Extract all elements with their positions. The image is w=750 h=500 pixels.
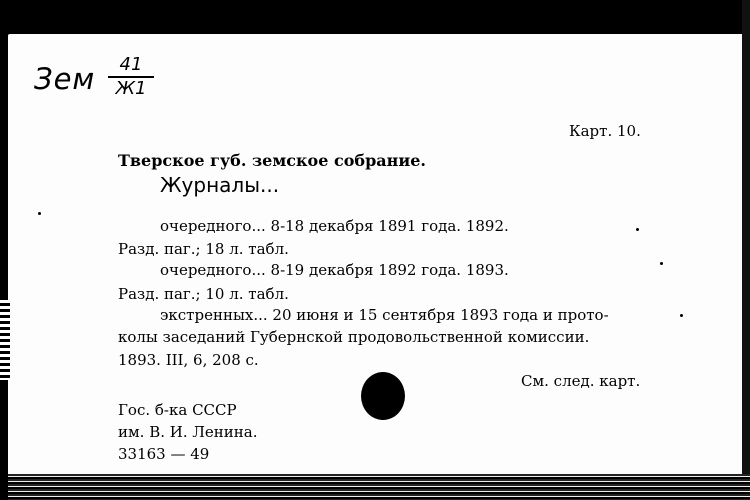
extra-line-2: колы заседаний Губернской продовольственной комиссии.	[118, 328, 590, 346]
library-name: Гос. б-ка СССР	[118, 401, 237, 419]
scan-bottom-band	[8, 474, 750, 500]
see-next-card: См. след. карт.	[521, 372, 641, 390]
entry-1-line-2: Разд. паг.; 18 л. табл.	[118, 240, 289, 258]
extra-line-3: 1893. III, 6, 208 с.	[118, 351, 259, 369]
handwritten-fraction	[108, 54, 154, 100]
punch-hole	[361, 372, 405, 420]
card-number: Карт. 10.	[569, 122, 641, 140]
ink-speck	[660, 262, 663, 265]
scan-left-strip	[0, 300, 10, 380]
entry-1-line-1: очередного... 8-18 декабря 1891 года. 1892.	[160, 217, 509, 235]
ink-speck	[636, 228, 639, 231]
handwritten-denominator: Ж1	[115, 78, 147, 99]
ink-speck	[38, 212, 41, 215]
scan-right-edge	[742, 0, 750, 500]
institution-heading: Тверское губ. земское собрание.	[118, 151, 426, 170]
library-name-2: им. В. И. Ленина.	[118, 423, 258, 441]
handwritten-numerator: 41	[108, 54, 154, 78]
catalog-id: 33163 — 49	[118, 445, 210, 463]
handwritten-prefix: Зем	[34, 62, 96, 96]
entry-2-line-2: Разд. паг.; 10 л. табл.	[118, 285, 289, 303]
ink-speck	[680, 314, 683, 317]
entry-2-line-1: очередного... 8-19 декабря 1892 года. 1893.	[160, 261, 509, 279]
extra-line-1: экстренных... 20 июня и 15 сентября 1893 года и прото-	[160, 306, 609, 324]
document-title: Журналы...	[160, 173, 280, 197]
